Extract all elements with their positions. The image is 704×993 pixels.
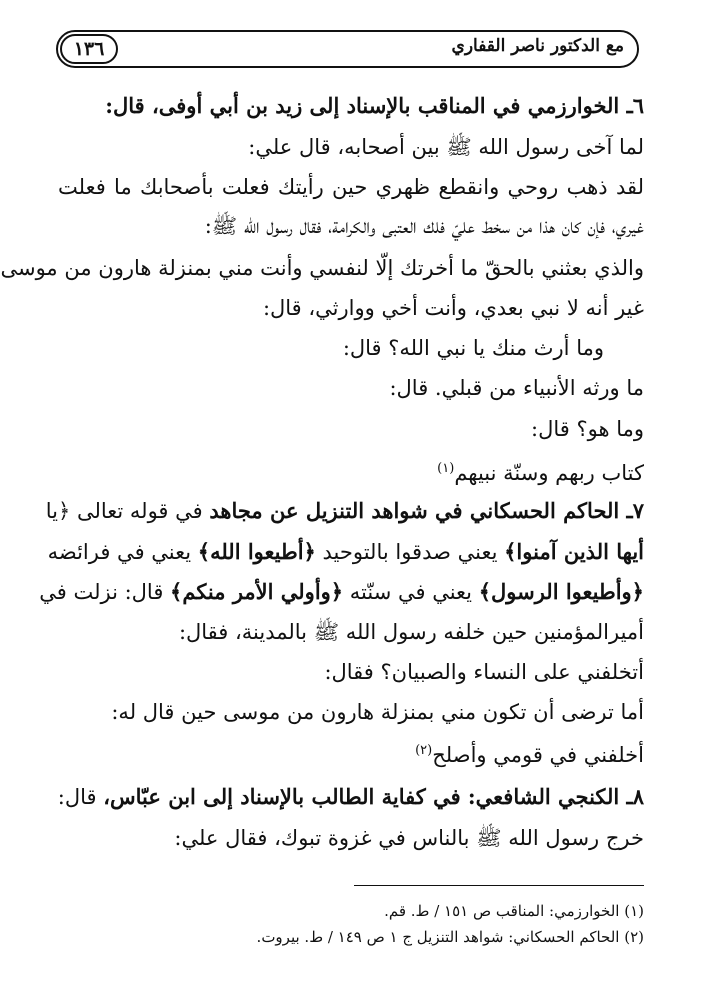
text-line: لقد ذهب روحي وانقطع ظهري حين رأيتك فعلت بأصحابك ما فعلت (58, 175, 644, 199)
text-span: كتاب ربهم وسنّة نبيهم (454, 461, 644, 485)
text-line (58, 454, 644, 488)
text-span: قال: نزلت في (39, 580, 171, 604)
text-line (47, 537, 644, 567)
text-line: أتخلفني على النساء والصبيان؟ فقال: (324, 660, 644, 684)
text-line: أما ترضى أن تكون مني بمنزلة هارون من موسى حين قال له: (111, 700, 644, 724)
text-span: يعني في فرائضه (47, 540, 198, 564)
text-line: ما ورثه الأنبياء من قبلي. قال: (389, 376, 644, 400)
text-line: خرج رسول الله ﷺ بالناس في غزوة تبوك، فقال علي: (174, 826, 644, 850)
text-line: وما هو؟ قال: (531, 417, 644, 441)
text-line: غيري، فإن كان هذا من سخط عليّ فلك العتبى والكرامة، فقال رسول الله ﷺ: (204, 214, 644, 238)
text-line: أميرالمؤمنين حين خلفه رسول الله ﷺ بالمدينة، فقال: (178, 620, 644, 644)
text-span: يعني في سنّته (343, 580, 479, 604)
text-span: أخلفني في قومي وأصلح (432, 743, 644, 767)
heading-text: ٨ـ الكنجي الشافعي: في كفاية الطالب بالإسناد إلى ابن عبّاس، (103, 784, 644, 809)
paragraph-8-heading (58, 782, 644, 812)
text-line: لما آخى رسول الله ﷺ بين أصحابه، قال علي: (248, 135, 644, 159)
footnote-ref: (٢) (415, 743, 433, 758)
quran-quote: ﴿وأطيعوا الرسول﴾ (478, 579, 644, 604)
text-line: والذي بعثني بالحقّ ما أخرتك إلّا لنفسي وأنت مني بمنزلة هارون من موسى (0, 256, 644, 280)
text-line (39, 577, 644, 607)
footnote-1: (١) الخوارزمي: المناقب ص ١٥١ / ط. قم. (384, 902, 644, 920)
heading-text: ٧ـ الحاكم الحسكاني في شواهد التنزيل عن مجاهد (209, 498, 644, 523)
quran-quote: أيها الذين آمنوا﴾ (504, 539, 644, 564)
running-title: مع الدكتور ناصر القفاري (451, 36, 624, 56)
paragraph-7-heading (45, 496, 644, 526)
heading-text: ٦ـ الخوارزمي في المناقب بالإسناد إلى زيد بن أبي أوفى، قال: (105, 93, 644, 118)
text-span: يعني صدقوا بالتوحيد (315, 540, 505, 564)
text-line: وما أرث منك يا نبي الله؟ قال: (342, 336, 604, 360)
footnote-divider (354, 885, 644, 886)
footnote-2: (٢) الحاكم الحسكاني: شواهد التنزيل ج ١ ص ١٤٩ / ط. بيروت. (256, 928, 644, 946)
footnote-ref: (١) (437, 461, 455, 476)
quran-quote: ﴿أطيعوا الله﴾ (197, 539, 316, 564)
text-line: غير أنه لا نبي بعدي، وأنت أخي ووارثي، قال: (262, 296, 644, 320)
text-span: قال: (57, 785, 104, 809)
text-line (58, 736, 644, 770)
paragraph-6-heading (58, 91, 644, 121)
page-number: ١٣٦ (60, 34, 118, 64)
quran-quote: ﴿وأولي الأمر منكم﴾ (170, 579, 344, 604)
text-span: في قوله تعالى ﴿يا (45, 499, 210, 523)
